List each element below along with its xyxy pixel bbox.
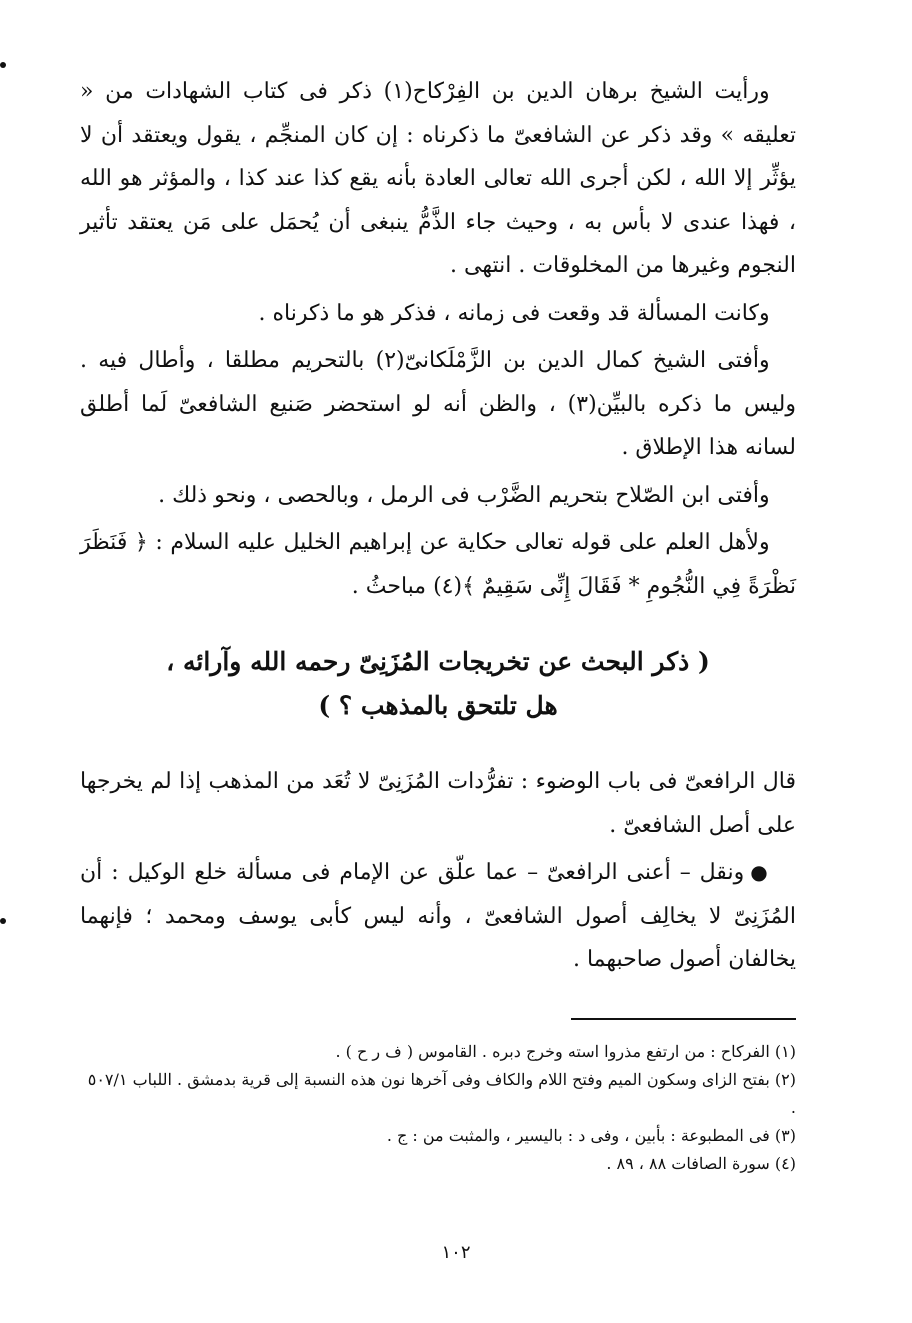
bullet-dot-icon: ● (750, 860, 770, 884)
heading-line: هل تلتحق بالمذهب ؟ ) (318, 691, 558, 720)
paragraph: ورأيت الشيخ برهان الدين بن الفِرْكاح(١) ذكر فى كتاب الشهادات من « تعليقه » وقد ذكر عن الشافعىّ ما ذكرناه : إن كان المنجِّم ، يقول ويعتقد أن لا يؤثِّر إلا الله ، لكن أجرى الله تعالى العادة بأنه يقع كذا عند كذا ، والمؤثر هو الله ، فهذا عندى لا بأس به ، وحيث جاء الذَّمُّ ينبغى أن يُحمَل على مَن يعتقد تأثير النجوم وغيرها من المخلوقات . انتهى . (80, 79, 796, 278)
footnotes (80, 1038, 796, 1178)
footnote: (١) الفركاح : من ارتفع مذروا استه وخرج دبره . القاموس ( ف ر ح ) . (335, 1041, 796, 1061)
footnote-divider (571, 1018, 796, 1020)
footnote: (٤) سورة الصافات ٨٨ ، ٨٩ . (606, 1153, 796, 1173)
page-body (80, 70, 796, 1178)
margin-mark (0, 62, 6, 68)
paragraph: وأفتى ابن الصّلاح بتحريم الضَّرْب فى الرمل ، وبالحصى ، ونحو ذلك . (158, 482, 770, 508)
margin-mark (0, 918, 6, 924)
paragraph: وأفتى الشيخ كمال الدين بن الزَّمْلَكانىّ(٢) بالتحريم مطلقا ، وأطال فيه . وليس ما ذكره بالبيِّن(٣) ، والظن أنه لو استحضر صَنيع الشافعىّ لَما أطلق لسانه هذا الإطلاق . (80, 348, 796, 460)
paragraph: ولأهل العلم على قوله تعالى حكاية عن إبراهيم الخليل عليه السلام : ﴿ فَنَظَرَ نَظْرَةً فِي النُّجُومِ * فَقَالَ إِنِّى سَقِيمٌ ﴾(٤) مباحثُ . (80, 530, 796, 599)
footnote: (٢) بفتح الزاى وسكون الميم وفتح اللام والكاف وفى آخرها نون هذه النسبة إلى قرية بدمشق . اللباب ٥٠٧/١ . (87, 1069, 796, 1117)
paragraph: قال الرافعىّ فى باب الوضوء : تفرُّدات المُزَنِىّ لا تُعَد من المذهب إذا لم يخرجها على أصل الشافعىّ . (80, 769, 796, 838)
section-heading (80, 640, 796, 728)
page-number: ١٠٢ (441, 1242, 471, 1263)
bullet-paragraph (80, 851, 796, 982)
bullet-paragraph-text: ونقل – أعنى الرافعىّ – عما علّق عن الإمام فى مسألة خلع الوكيل : أن المُزَنِىّ لا يخالِف أصول الشافعىّ ، وأنه ليس كأبى يوسف ومحمد ؛ فإنهما يخالفان أصول صاحبهما . (80, 860, 796, 972)
heading-line: ( ذكر البحث عن تخريجات المُزَنِىّ رحمه الله وآرائه ، (166, 647, 710, 676)
footnote: (٣) فى المطبوعة : بأبين ، وفى د : باليسير ، والمثبت من : ج . (386, 1125, 796, 1145)
paragraph: وكانت المسألة قد وقعت فى زمانه ، فذكر هو ما ذكرناه . (258, 300, 770, 326)
